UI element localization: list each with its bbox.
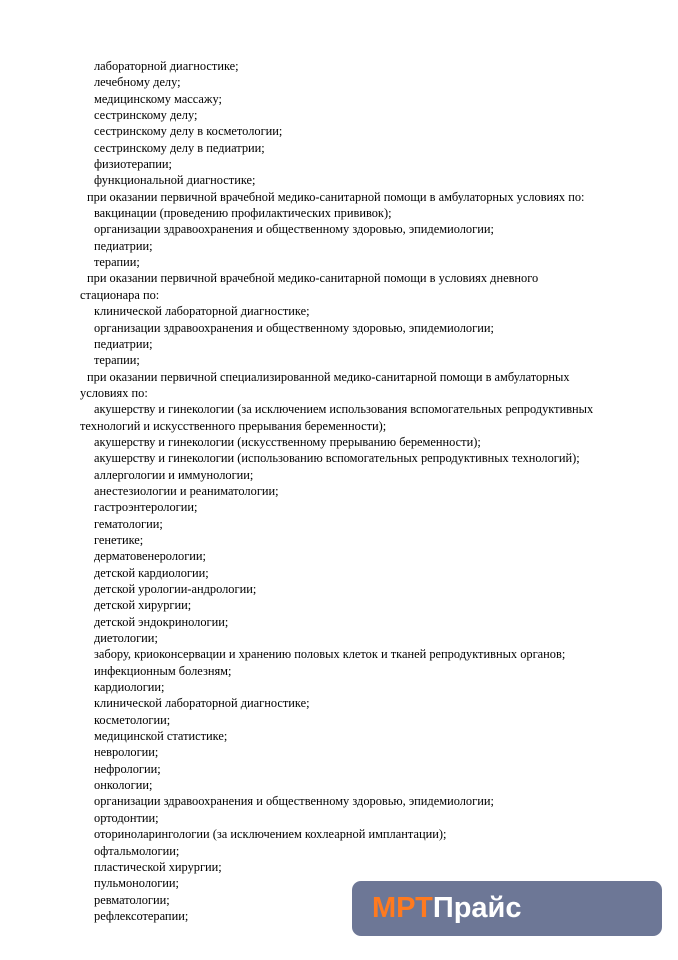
document-line: анестезиологии и реаниматологии;: [94, 483, 279, 498]
document-line: технологий и искусственного прерывания беременности);: [80, 418, 387, 433]
document-line: при оказании первичной врачебной медико-санитарной помощи в амбулаторных условиях по:: [87, 189, 585, 204]
document-line: акушерству и гинекологии (использованию вспомогательных репродуктивных технологий);: [94, 451, 580, 466]
document-line: ортодонтии;: [94, 810, 159, 825]
document-line: акушерству и гинекологии (искусственному прерыванию беременности);: [94, 434, 481, 449]
document-line: сестринскому делу в косметологии;: [94, 124, 283, 139]
document-line: онкологии;: [94, 778, 153, 793]
document-line: при оказании первичной врачебной медико-санитарной помощи в условиях дневного: [87, 271, 539, 286]
document-line: акушерству и гинекологии (за исключением использования вспомогательных репродуктивных: [94, 402, 594, 417]
document-line: оториноларингологии (за исключением кохлеарной имплантации);: [94, 827, 447, 842]
document-body: [0, 58, 678, 924]
document-line: организации здравоохранения и общественному здоровью, эпидемиологии;: [94, 794, 494, 809]
document-line: медицинской статистике;: [94, 729, 228, 744]
document-line: условиях по:: [80, 385, 148, 400]
document-line: косметологии;: [94, 712, 171, 727]
document-line: дерматовенерологии;: [94, 549, 206, 564]
document-line: организации здравоохранения и общественному здоровью, эпидемиологии;: [94, 222, 494, 237]
document-line: детской урологии-андрологии;: [94, 582, 257, 596]
document-line: организации здравоохранения и общественному здоровью, эпидемиологии;: [94, 320, 494, 335]
document-line: диетологии;: [94, 631, 158, 646]
document-line: педиатрии;: [94, 336, 153, 351]
document-line: при оказании первичной специализированной медико-санитарной помощи в амбулаторных: [87, 369, 570, 384]
document-line: сестринскому делу;: [94, 108, 198, 123]
document-line: клинической лабораторной диагностике;: [94, 696, 310, 711]
document-line: функциональной диагностике;: [94, 173, 256, 188]
document-line: стационара по:: [80, 287, 160, 302]
document-line: сестринскому делу в педиатрии;: [94, 140, 265, 155]
document-line: детской эндокринологии;: [94, 614, 229, 629]
document-line: кардиологии;: [94, 680, 165, 695]
document-line: пульмонологии;: [94, 876, 179, 891]
document-line: генетике;: [94, 532, 144, 547]
document-line: рефлексотерапии;: [94, 908, 189, 923]
document-line: гематологии;: [94, 516, 163, 531]
document-line: детской кардиологии;: [94, 565, 209, 580]
watermark-part-price: Прайс: [432, 892, 522, 924]
document-line: клинической лабораторной диагностике;: [94, 304, 310, 319]
document-line: медицинскому массажу;: [94, 91, 222, 106]
document-line: нефрологии;: [94, 761, 161, 776]
mrtprice-watermark-logo: [352, 881, 662, 936]
document-line: лечебному делу;: [94, 75, 181, 90]
document-line: офтальмологии;: [94, 843, 180, 858]
document-line: физиотерапии;: [94, 157, 172, 172]
document-line: аллергологии и иммунологии;: [94, 467, 254, 482]
document-line: вакцинации (проведению профилактических прививок);: [94, 206, 392, 221]
document-line: педиатрии;: [94, 238, 153, 253]
document-line: пластической хирургии;: [94, 859, 222, 874]
document-line: забору, криоконсервации и хранению половых клеток и тканей репродуктивных органов;: [94, 647, 566, 662]
document-line: неврологии;: [94, 745, 159, 760]
document-line: ревматологии;: [94, 892, 170, 907]
document-line: лабораторной диагностике;: [94, 59, 239, 73]
document-line: гастроэнтерологии;: [94, 500, 198, 515]
document-line: терапии;: [94, 255, 140, 270]
document-line: инфекционным болезням;: [94, 663, 232, 678]
watermark-part-mrt: МРТ: [372, 892, 433, 924]
document-line: терапии;: [94, 353, 140, 368]
document-line: детской хирургии;: [94, 598, 192, 613]
